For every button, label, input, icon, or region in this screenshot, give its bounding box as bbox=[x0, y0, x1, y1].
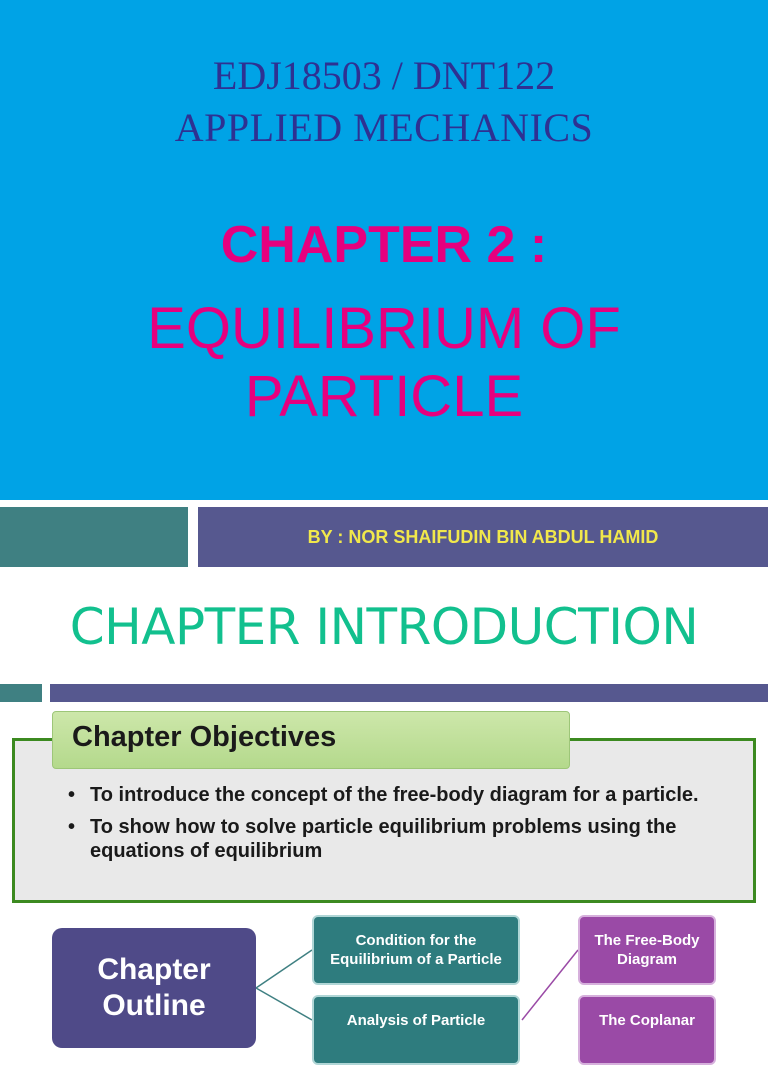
outline-label bbox=[52, 952, 256, 1024]
course-code: EDJ18503 / DNT122 bbox=[212, 53, 556, 98]
outline-subtopic: The Coplanar bbox=[578, 995, 716, 1065]
outline-topic: Analysis of Particle bbox=[312, 995, 520, 1065]
objective-text: To show how to solve particle equilibrium problems using the equations of equilibrium bbox=[90, 816, 677, 862]
outline-label-line-1: Chapter bbox=[97, 953, 211, 986]
outline-subtopic: The Free-Body Diagram bbox=[578, 915, 716, 985]
chapter-title-line-1: EQUILIBRIUM OF bbox=[147, 296, 621, 361]
chapter-number: CHAPTER 2 : bbox=[220, 216, 548, 274]
chapter-title-line-2: PARTICLE bbox=[244, 364, 524, 429]
author-name: BY : NOR SHAIFUDIN BIN ABDUL HAMID bbox=[307, 527, 659, 547]
outline-topic: Condition for the Equilibrium of a Particle bbox=[312, 915, 520, 985]
bullet-icon: • bbox=[68, 816, 76, 838]
outline-label-line-2: Outline bbox=[102, 989, 206, 1022]
course-name: APPLIED MECHANICS bbox=[174, 105, 594, 150]
objectives-heading: Chapter Objectives bbox=[72, 721, 337, 753]
intro-title: CHAPTER INTRODUCTION bbox=[69, 598, 699, 656]
objective-text: To introduce the concept of the free-body diagram for a particle. bbox=[90, 784, 699, 806]
bullet-icon: • bbox=[68, 784, 76, 806]
